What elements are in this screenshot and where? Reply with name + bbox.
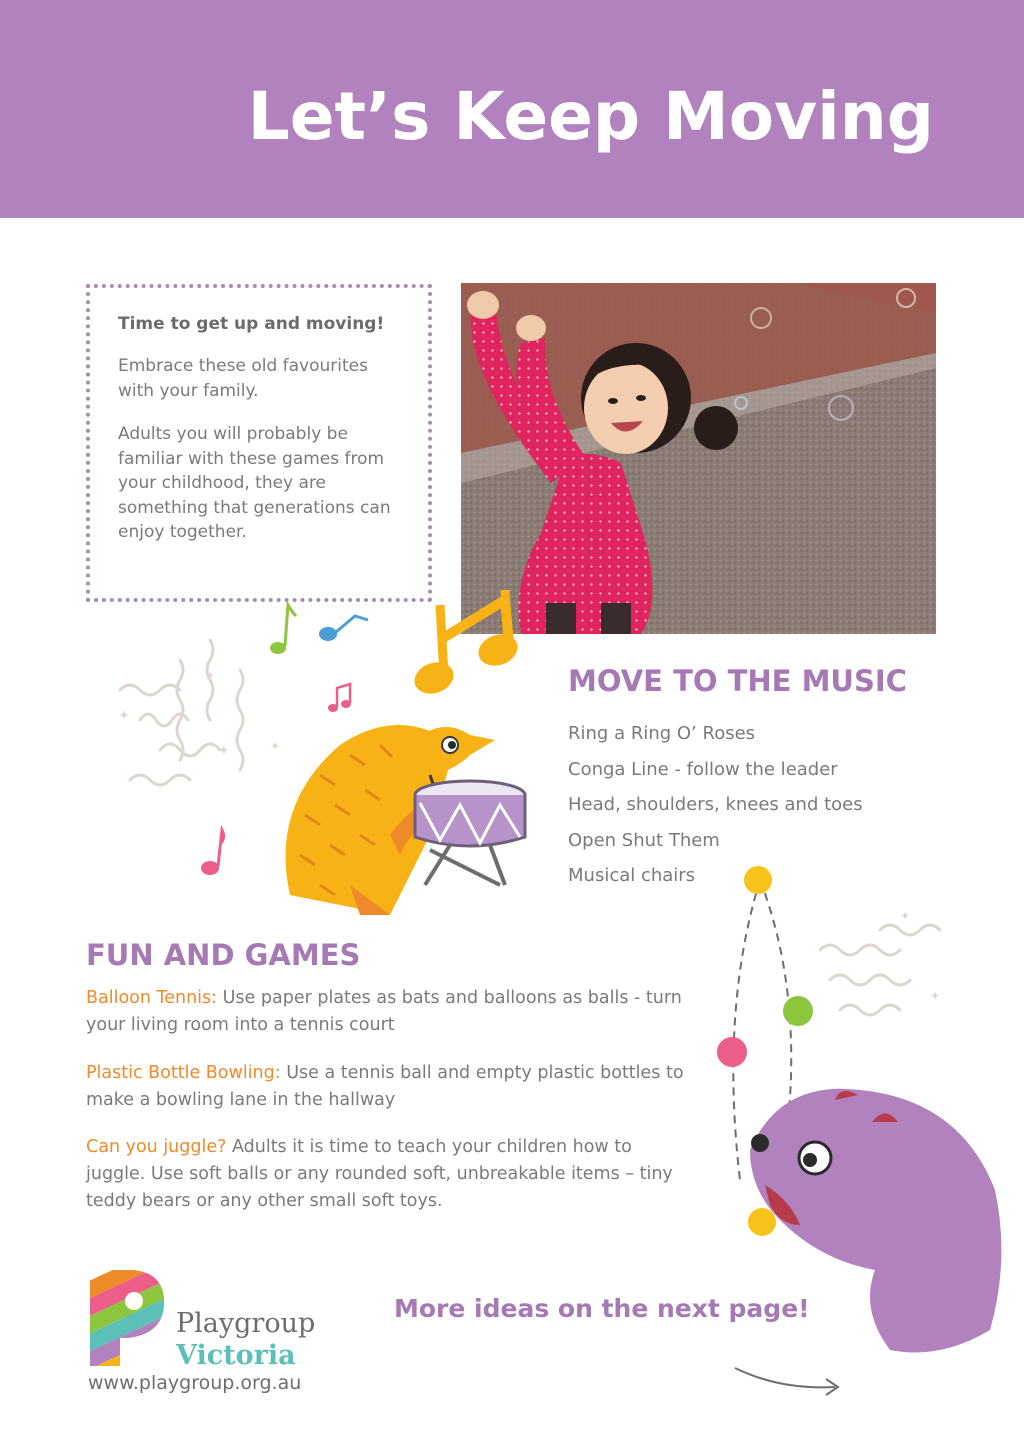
music-note-icon [410, 590, 522, 699]
svg-text:✦: ✦ [118, 708, 130, 724]
intro-paragraph-1: Embrace these old favourites with your family. [118, 356, 368, 401]
music-note-icon [319, 616, 368, 641]
list-item: Conga Line - follow the leader [568, 758, 838, 780]
logo-victoria-text: Victoria [176, 1340, 296, 1371]
echidna-drummer-illustration [280, 715, 540, 915]
more-ideas-text: More ideas on the next page! [394, 1294, 810, 1323]
page-title: Let’s Keep Moving [247, 78, 934, 155]
game-balloon-tennis [86, 985, 696, 1039]
game-text: Adults it is time to teach your children how to juggle. Use soft balls or any rounded soft, unbreakable items – tiny teddy bears or any other small soft toys. [86, 1137, 673, 1211]
list-item: Open Shut Them [568, 829, 720, 851]
svg-text:✦: ✦ [205, 669, 216, 683]
game-juggle [86, 1134, 676, 1215]
game-name: Balloon Tennis: [86, 988, 218, 1008]
music-note-icon [201, 830, 224, 875]
list-item: Musical chairs [568, 865, 696, 886]
intro-box [86, 284, 432, 602]
logo-playgroup-text: Playgroup [176, 1308, 316, 1339]
svg-text:✦: ✦ [218, 743, 230, 759]
music-note-icon [328, 684, 351, 712]
music-note-icon [270, 605, 296, 654]
list-item: Ring a Ring O’ Roses [568, 723, 756, 744]
music-section-title: MOVE TO THE MUSIC [568, 664, 907, 698]
website-url: www.playgroup.org.au [88, 1372, 302, 1394]
playgroup-p-logo [88, 1268, 168, 1368]
header-banner [0, 0, 1024, 218]
list-item: Head, shoulders, knees and toes [568, 794, 863, 815]
svg-text:✦: ✦ [930, 989, 941, 1003]
arrow-right-icon [735, 1368, 838, 1395]
svg-text:✦: ✦ [900, 909, 911, 923]
intro-lead: Time to get up and moving! [118, 314, 385, 334]
intro-paragraph-2: Adults you will probably be familiar with these games from your childhood, they are something that generations can enjoy together. [118, 424, 391, 542]
game-bottle-bowling [86, 1060, 696, 1114]
game-text: Use a tennis ball and empty plastic bottles to make a bowling lane in the hallway [86, 1063, 684, 1110]
game-text: Use paper plates as bats and balloons as balls - turn your living room into a tennis court [86, 988, 682, 1035]
svg-text:✦: ✦ [270, 739, 281, 753]
game-name: Can you juggle? [86, 1137, 227, 1157]
games-section-title: FUN AND GAMES [86, 938, 361, 972]
game-name: Plastic Bottle Bowling: [86, 1063, 281, 1083]
